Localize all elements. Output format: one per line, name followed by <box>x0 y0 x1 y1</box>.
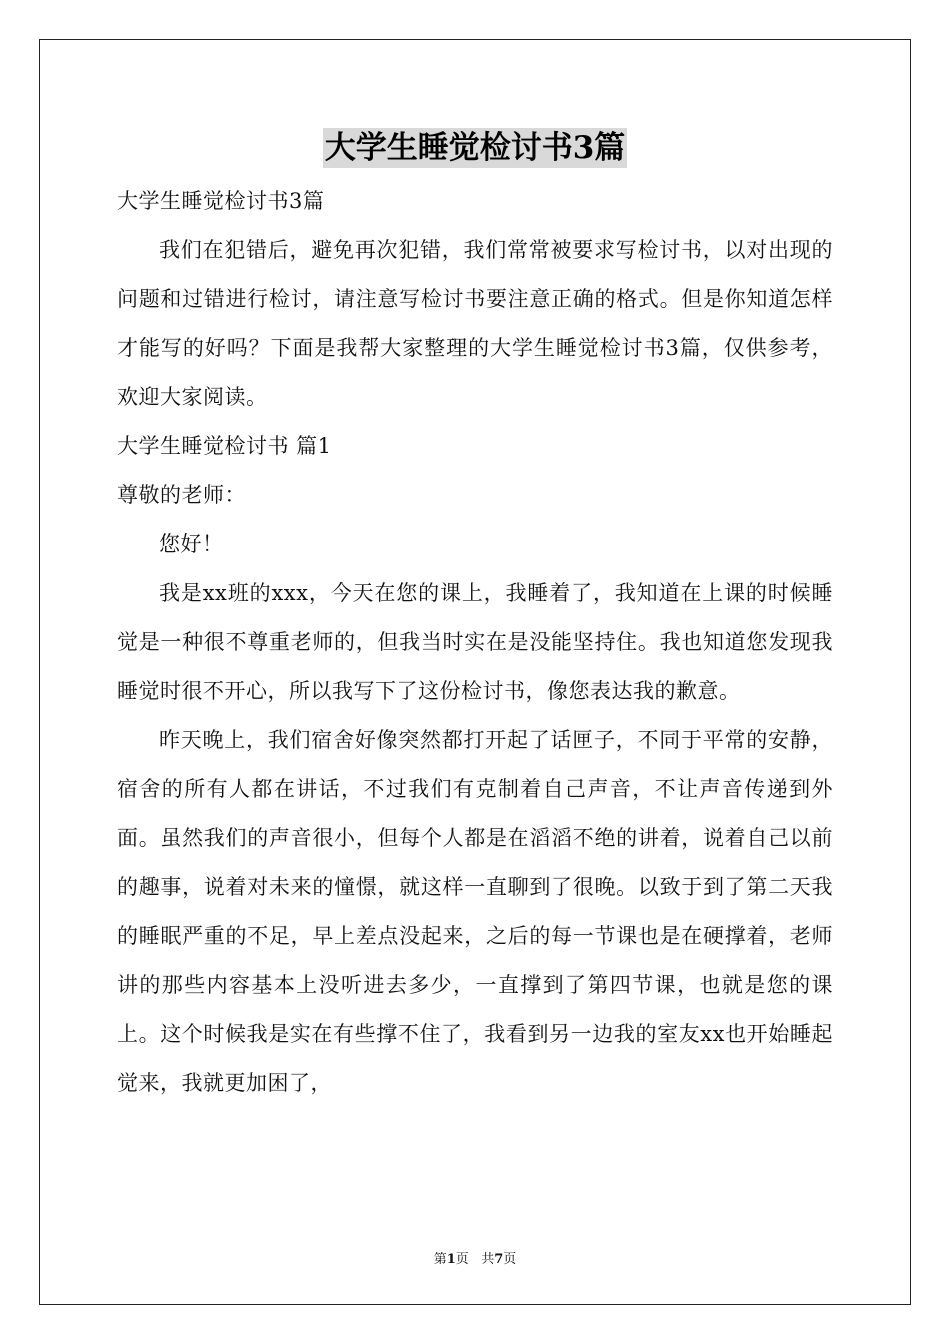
paragraph-intro: 我们在犯错后，避免再次犯错，我们常常被要求写检讨书，以对出现的问题和过错进行检讨，请注意写检讨书要注意正确的格式。但是你知道怎样才能写的好吗？下面是我帮大家整理的大学生睡觉检讨书3篇，仅供参考，欢迎大家阅读。 <box>117 238 833 409</box>
paragraph-section-heading: 大学生睡觉检讨书 篇1 <box>117 434 332 458</box>
footer-total-prefix: 共 <box>481 1252 495 1267</box>
paragraph-greeting: 您好！ <box>159 532 224 556</box>
document-body <box>117 177 833 1108</box>
paragraph-salutation: 尊敬的老师： <box>117 483 246 507</box>
title-wrap <box>0 128 950 168</box>
paragraph-body-1: 我是xx班的xxx，今天在您的课上，我睡着了，我知道在上课的时候睡觉是一种很不尊重老师的，但我当时实在是没能坚持住。我也知道您发现我睡觉时很不开心，所以我写下了这份检讨书，像您表达我的歉意。 <box>117 581 833 703</box>
footer-total-suffix: 页 <box>503 1252 517 1267</box>
footer-page-total: 7 <box>494 1252 504 1267</box>
footer-page-current: 1 <box>446 1252 456 1267</box>
page-footer <box>0 1248 950 1267</box>
document-title: 大学生睡觉检讨书3篇 <box>324 130 626 166</box>
paragraph-body-2: 昨天晚上，我们宿舍好像突然都打开起了话匣子，不同于平常的安静，宿舍的所有人都在讲话，不过我们有克制着自己声音，不让声音传递到外面。虽然我们的声音很小，但每个人都是在滔滔不绝的讲着，说着自己以前的趣事，说着对未来的憧憬，就这样一直聊到了很晚。以致于到了第二天我的睡眠严重的不足，早上差点没起来，之后的每一节课也是在硬撑着，老师讲的那些内容基本上没听进去多少，一直撑到了第四节课，也就是您的课上。这个时候我是实在有些撑不住了，我看到另一边我的室友xx也开始睡起觉来，我就更加困了， <box>117 728 833 1095</box>
paragraph-subtitle: 大学生睡觉检讨书3篇 <box>117 189 325 213</box>
footer-page-prefix: 第 <box>433 1252 447 1267</box>
footer-page-suffix: 页 <box>455 1252 469 1267</box>
